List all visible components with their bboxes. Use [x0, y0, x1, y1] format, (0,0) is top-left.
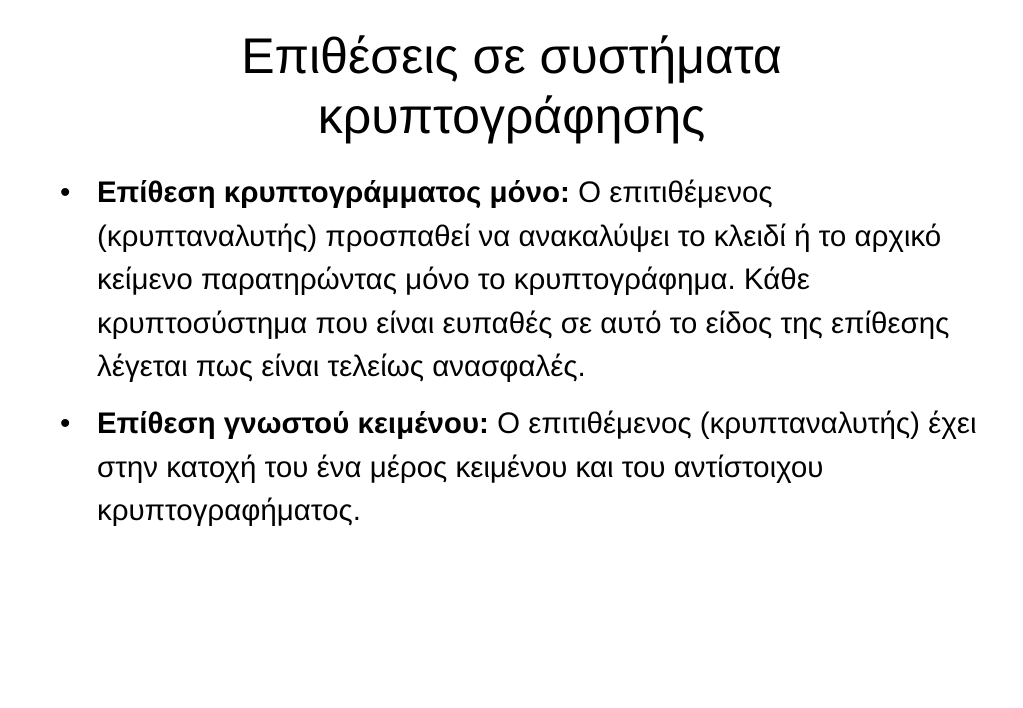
bullet-term: Επίθεση γνωστού κειμένου: [97, 406, 489, 440]
bullet-marker: • [60, 176, 71, 209]
bullet-marker: • [60, 406, 71, 440]
bullet-term: Επίθεση κρυπτογράμματος μόνο: [97, 176, 570, 209]
bullet-text: Ο επιτιθέμενος (κρυπταναλυτής) έχει στην κατοχή του ένα μέρος κειμένου και του αντίστοιχου κρυπτογραφήματος. [97, 406, 977, 528]
bullet-item-known-plaintext [58, 402, 978, 533]
slide-title-line-1: Επιθέσεις σε συστήματα [241, 28, 782, 84]
slide-title [0, 26, 1023, 146]
bullet-item-ciphertext-only [58, 171, 978, 389]
bullet-list [58, 171, 978, 546]
bullet-text: Ο επιτιθέμενος (κρυπταναλυτής) προσπαθεί να ανακαλύψει το κλειδί ή το αρχικό κείμενο παρατηρώντας μόνο το κρυπτογράφημα. Κάθε κρυπτοσύστημα που είναι ευπαθές σε αυτό το είδος της επίθεσης λέγεται πως είναι τελείως ανασφαλές. [97, 176, 950, 384]
slide-title-line-2: κρυπτογράφησης [317, 88, 706, 144]
